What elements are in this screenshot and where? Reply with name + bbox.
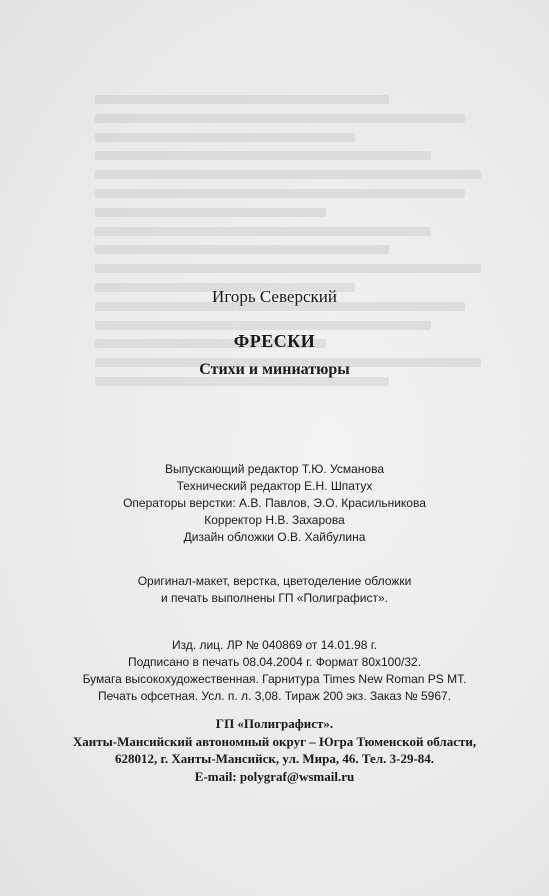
- production-block: [0, 573, 549, 607]
- credits-block: [0, 461, 549, 546]
- credit-line: Выпускающий редактор Т.Ю. Усманова: [164, 462, 385, 476]
- book-subtitle: Стихи и миниатюры: [199, 361, 350, 378]
- credit-line: Дизайн обложки О.В. Хайбулина: [183, 530, 366, 544]
- printer-name: ГП «Полиграфист».: [215, 716, 334, 731]
- production-line: Оригинал-макет, верстка, цветоделение обложки: [137, 574, 412, 588]
- book-title: ФРЕСКИ: [233, 331, 316, 351]
- printer-address: 628012, г. Ханты-Мансийск, ул. Мира, 46. Тел. 3-29-84.: [114, 751, 435, 766]
- printer-email: E-mail: polygraf@wsmail.ru: [194, 768, 355, 784]
- credit-line: Операторы верстки: А.В. Павлов, Э.О. Красильникова: [123, 496, 426, 510]
- publication-line: Бумага высокохудожественная. Гарнитура Times New Roman PS MT.: [82, 672, 467, 686]
- credit-line: Технический редактор Е.Н. Шпатух: [176, 479, 373, 493]
- publication-line: Печать офсетная. Усл. п. л. 3,08. Тираж 200 экз. Заказ № 5967.: [97, 689, 452, 703]
- publication-line: Подписано в печать 08.04.2004 г. Формат 80х100/32.: [127, 655, 422, 669]
- book-author: Игорь Северский: [212, 287, 337, 306]
- credit-line: Корректор Н.В. Захарова: [204, 513, 345, 527]
- publication-block: [0, 637, 549, 705]
- printer-region: Ханты-Мансийский автономный округ – Югра Тюменской области,: [72, 733, 477, 749]
- production-line: и печать выполнены ГП «Полиграфист».: [160, 591, 389, 605]
- printer-block: [0, 715, 549, 785]
- publication-line: Изд. лиц. ЛР № 040869 от 14.01.98 г.: [171, 638, 378, 652]
